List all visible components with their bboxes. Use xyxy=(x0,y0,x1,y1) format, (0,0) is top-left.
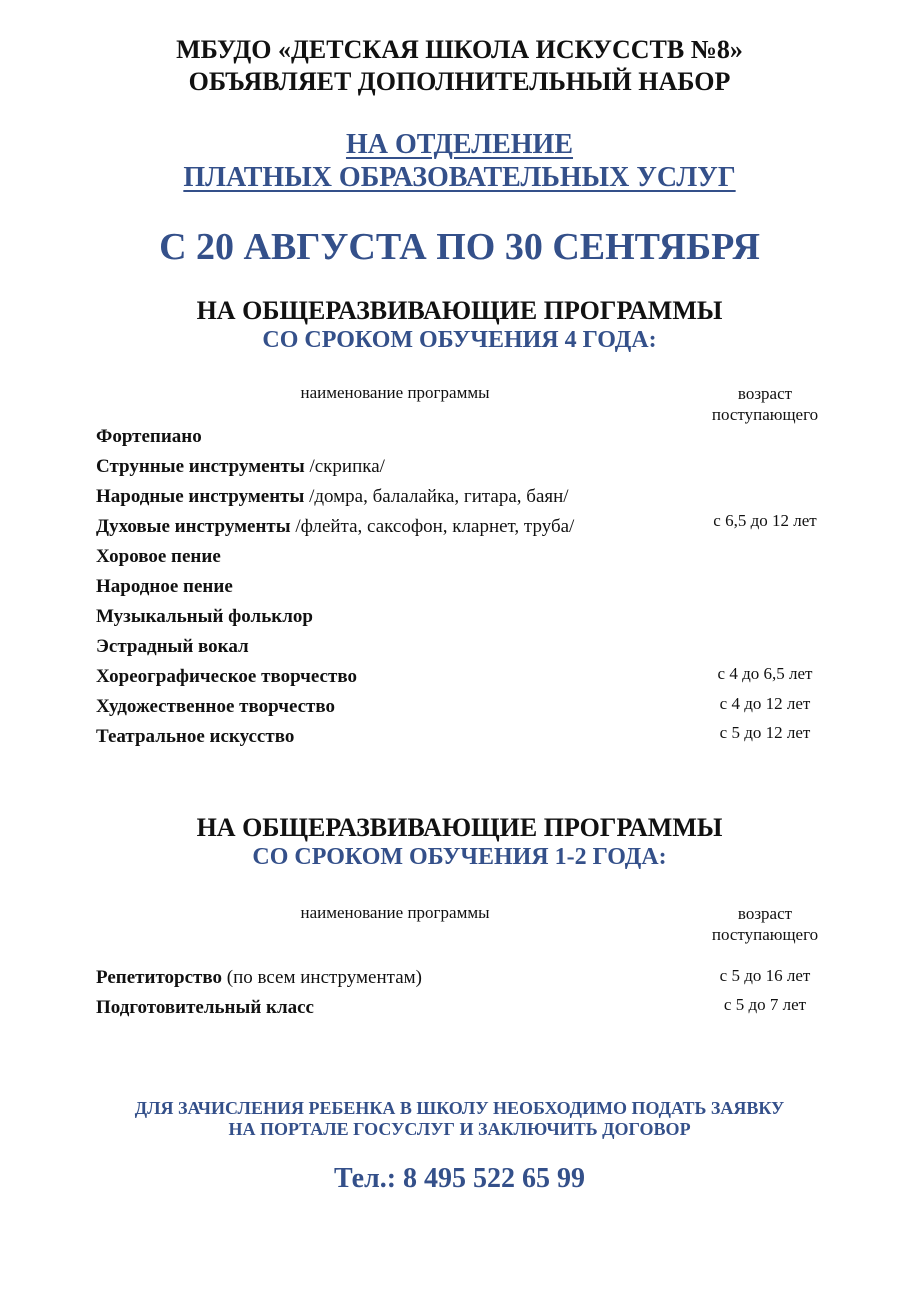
section1-title-2: СО СРОКОМ ОБУЧЕНИЯ 4 ГОДА: xyxy=(262,327,657,353)
phone-number: Тел.: 8 495 522 65 99 xyxy=(333,1163,586,1194)
section1-col-age-line-1: возраст xyxy=(737,384,793,403)
program-name: Хоровое пение xyxy=(96,546,221,567)
department-line-1-wrap xyxy=(0,128,919,162)
program-name: Народные инструменты xyxy=(96,486,305,507)
program-row xyxy=(96,425,202,449)
section2-col-age xyxy=(690,903,840,945)
section2-col-age-line-2: поступающего xyxy=(711,925,819,944)
program-name: Художественное творчество xyxy=(96,696,336,717)
program-name: Струнные инструменты xyxy=(96,456,305,477)
enrollment-note-line-1: ДЛЯ ЗАЧИСЛЕНИЯ РЕБЕНКА В ШКОЛУ НЕОБХОДИМО ПОДАТЬ ЗАЯВКУ xyxy=(134,1098,785,1118)
program-detail: (по всем инструментам) xyxy=(222,967,422,988)
enrollment-note-line-2: НА ПОРТАЛЕ ГОСУСЛУГ И ЗАКЛЮЧИТЬ ДОГОВОР xyxy=(228,1119,691,1139)
program-name: Подготовительный класс xyxy=(96,997,314,1018)
department-line-2: ПЛАТНЫХ ОБРАЗОВАТЕЛЬНЫХ УСЛУГ xyxy=(183,162,736,193)
section1-col-program: наименование программы xyxy=(300,383,490,402)
program-row xyxy=(96,545,221,569)
age-range: с 5 до 16 лет xyxy=(719,966,811,985)
program-row xyxy=(96,635,249,659)
program-row xyxy=(96,575,233,599)
program-row xyxy=(96,455,385,479)
header-line-2: ОБЪЯВЛЯЕТ ДОПОЛНИТЕЛЬНЫЙ НАБОР xyxy=(188,67,731,96)
program-row xyxy=(96,996,314,1020)
program-row xyxy=(96,725,294,749)
program-row xyxy=(96,605,313,629)
program-detail: /домра, балалайка, гитара, баян/ xyxy=(304,486,569,507)
program-detail: /флейта, саксофон, кларнет, труба/ xyxy=(290,516,575,537)
section2-title-1: НА ОБЩЕРАЗВИВАЮЩИЕ ПРОГРАММЫ xyxy=(196,813,723,842)
program-name: Народное пение xyxy=(96,576,233,597)
age-range-music: с 6,5 до 12 лет xyxy=(713,511,817,530)
enrollment-dates: С 20 АВГУСТА ПО 30 СЕНТЯБРЯ xyxy=(159,226,760,268)
age-range-theatre: с 5 до 12 лет xyxy=(719,723,811,742)
program-name: Эстрадный вокал xyxy=(96,636,249,657)
program-row xyxy=(96,515,574,539)
section2-col-program: наименование программы xyxy=(300,903,490,922)
section1-col-age-line-2: поступающего xyxy=(711,405,819,424)
program-name: Музыкальный фольклор xyxy=(96,606,313,627)
program-detail: /скрипка/ xyxy=(304,456,385,477)
section1-title-1: НА ОБЩЕРАЗВИВАЮЩИЕ ПРОГРАММЫ xyxy=(196,296,723,325)
section2-col-age-line-1: возраст xyxy=(737,904,793,923)
department-line-2-wrap xyxy=(0,161,919,195)
program-name: Театральное искусство xyxy=(96,726,295,747)
header-line-1: МБУДО «ДЕТСКАЯ ШКОЛА ИСКУССТВ №8» xyxy=(176,35,743,64)
program-row xyxy=(96,966,422,990)
program-name: Репетиторство xyxy=(96,967,222,988)
section1-col-age xyxy=(690,383,840,425)
program-row xyxy=(96,665,357,689)
age-range: с 5 до 7 лет xyxy=(723,995,807,1014)
program-name: Духовые инструменты xyxy=(96,516,291,537)
program-name: Хореографическое творчество xyxy=(96,666,357,687)
section2-title-2: СО СРОКОМ ОБУЧЕНИЯ 1-2 ГОДА: xyxy=(252,844,667,870)
program-name: Фортепиано xyxy=(96,426,202,447)
department-line-1: НА ОТДЕЛЕНИЕ xyxy=(345,129,574,160)
age-range-choreography: с 4 до 6,5 лет xyxy=(717,664,813,683)
program-row xyxy=(96,695,335,719)
age-range-art: с 4 до 12 лет xyxy=(719,694,811,713)
program-row xyxy=(96,485,569,509)
